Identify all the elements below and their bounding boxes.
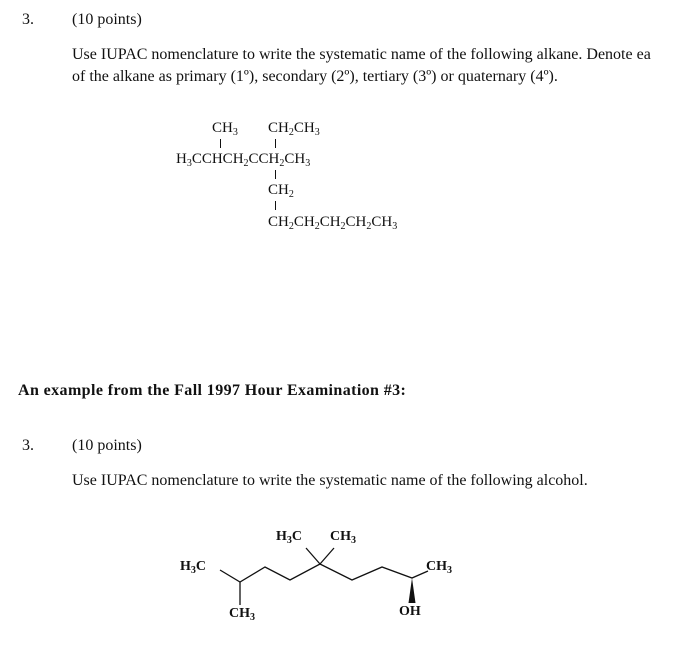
- label-h3c-left: $H_3C$: [180, 559, 207, 576]
- main-chain-bonds: [220, 564, 428, 582]
- label-oh: OH: [399, 604, 421, 619]
- example-heading: An example from the Fall 1997 Hour Examination #3:: [18, 382, 407, 399]
- label-ch3-top: $CH_3$: [330, 529, 356, 546]
- label-ch3-right: $CH_3$: [426, 559, 452, 576]
- problem1-instruction-line1: Use IUPAC nomenclature to write the systematic name of the following alkane. Denote ea: [72, 46, 651, 63]
- pentyl-chain: $CH_2CH_2CH_2CH_2CH_3$: [268, 214, 398, 232]
- substituent-methyl: $CH_3$: [212, 120, 238, 138]
- problem2-points: (10 points): [72, 437, 142, 454]
- problem1-number: 3.: [22, 11, 34, 28]
- bond-methyl-up-left: [306, 548, 320, 564]
- problem2-instruction: Use IUPAC nomenclature to write the systematic name of the following alcohol.: [72, 472, 588, 489]
- problem1-points: (10 points): [72, 11, 142, 28]
- wedge-bond-oh: [409, 578, 416, 603]
- branch-ch2: $CH_2$: [268, 182, 294, 200]
- main-chain: $H_3CCHCH_2CCH_2CH_3$: [176, 151, 311, 169]
- label-ch3-bottom: $CH_3$: [229, 606, 255, 623]
- bond-methyl-up-right: [320, 548, 334, 564]
- problem1-instruction-line2: of the alkane as primary (1º), secondary (2º), tertiary (3º) or quaternary (4º).: [72, 68, 558, 85]
- problem2-number: 3.: [22, 437, 34, 454]
- label-h3c-top: $H_3C$: [276, 529, 303, 546]
- substituent-ethyl: $CH_2CH_3$: [268, 120, 320, 138]
